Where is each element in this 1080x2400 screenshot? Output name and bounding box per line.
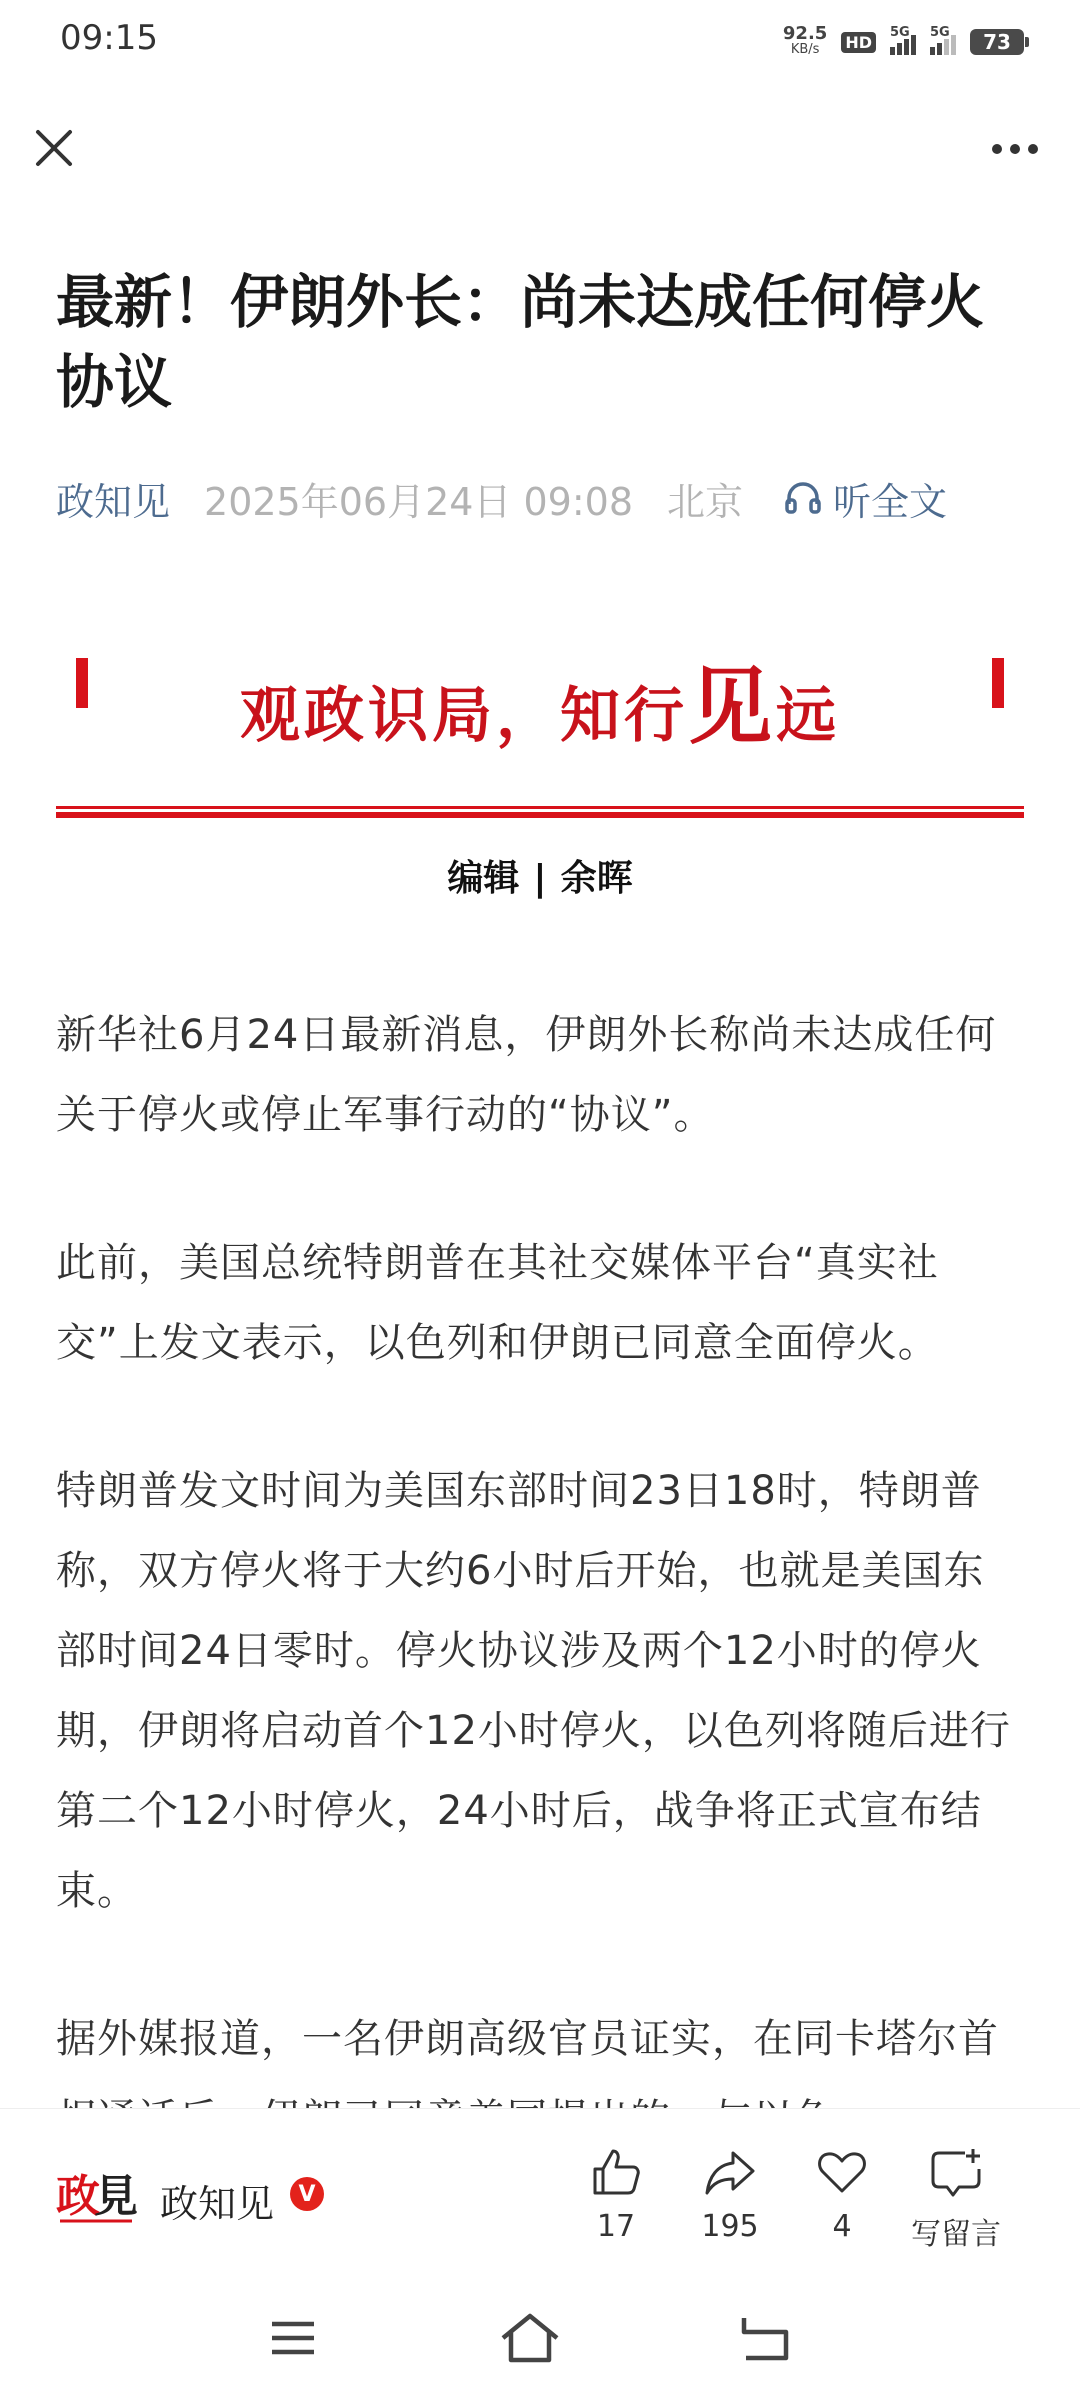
favorite-count: 4 xyxy=(832,2209,852,2244)
slogan-banner xyxy=(56,610,1024,760)
logo-text-a: 政 xyxy=(56,2171,100,2222)
system-nav-bar xyxy=(0,2278,1080,2400)
listen-label: 听全文 xyxy=(833,479,948,524)
logo-text-b: 見 xyxy=(94,2171,138,2222)
account-logo[interactable] xyxy=(56,2163,136,2227)
article-paragraph: 特朗普发文时间为美国东部时间23日18时，特朗普称，双方停火将于大约6小时后开始，也就是美国东部时间24日零时。停火协议涉及两个12小时的停火期，伊朗将启动首个12小时停火，以色列将随后进行第二个12小时停火，24小时后，战争将正式宣布结束。 xyxy=(56,1468,1011,1914)
article-paragraph: 此前，美国总统特朗普在其社交媒体平台“真实社交”上发文表示，以色列和伊朗已同意全面停火。 xyxy=(56,1240,939,1366)
banner-divider xyxy=(56,806,1024,818)
article-meta xyxy=(56,470,1036,526)
close-button[interactable] xyxy=(26,120,82,176)
battery-level: 73 xyxy=(983,30,1011,54)
article-body xyxy=(56,995,1024,2100)
recent-apps-button[interactable] xyxy=(258,2308,328,2368)
signal-icon-sim1 xyxy=(890,25,916,55)
publish-location: 北京 xyxy=(667,479,744,524)
heart-icon xyxy=(815,2145,869,2199)
bottom-action-bar xyxy=(0,2108,1080,2279)
article-paragraph: 新华社6月24日最新消息，伊朗外长称尚未达成任何关于停火或停止军事行动的“协议”。 xyxy=(56,1012,997,1138)
thumbs-up-icon xyxy=(589,2145,643,2199)
article-title: 最新！伊朗外长：尚未达成任何停火协议 xyxy=(56,268,985,416)
back-button[interactable] xyxy=(730,2308,800,2368)
slogan-part-a: 观政识局，知行 xyxy=(239,681,688,751)
editor-label: 编辑 xyxy=(447,858,520,899)
sim1-label: 5G xyxy=(890,25,910,40)
editor-separator: | xyxy=(533,858,547,899)
listen-button[interactable] xyxy=(783,471,947,526)
like-button[interactable] xyxy=(566,2145,666,2244)
hd-icon: HD xyxy=(841,32,876,53)
slogan-highlight: 见 xyxy=(687,657,776,756)
publish-date: 2025年06月24日 09:08 xyxy=(204,479,634,524)
share-count: 195 xyxy=(701,2209,759,2244)
share-button[interactable] xyxy=(680,2145,780,2244)
share-icon xyxy=(703,2145,757,2199)
menu-icon xyxy=(258,2308,328,2368)
sim2-label: 5G xyxy=(930,25,950,40)
account-name[interactable]: 政知见 xyxy=(160,2182,275,2226)
network-speed xyxy=(782,23,828,58)
network-speed-unit: KB/s xyxy=(790,42,820,57)
author-link[interactable]: 政知见 xyxy=(56,479,171,524)
like-count: 17 xyxy=(596,2209,636,2244)
status-icons xyxy=(783,22,1024,62)
network-speed-value: 92.5 xyxy=(782,23,828,44)
verified-badge-icon: V xyxy=(290,2177,324,2211)
status-bar xyxy=(0,0,1080,80)
back-icon xyxy=(730,2308,800,2368)
banner-right-bar xyxy=(992,658,1004,708)
slogan-part-b: 远 xyxy=(776,681,840,751)
home-button[interactable] xyxy=(495,2308,565,2368)
top-bar xyxy=(0,100,1080,200)
headphones-icon xyxy=(783,478,823,518)
editor-name: 余晖 xyxy=(560,858,633,899)
favorite-button[interactable] xyxy=(792,2145,892,2244)
comment-label: 写留言 xyxy=(911,2217,1001,2252)
article-paragraph: 据外媒报道，一名伊朗高级官员证实，在同卡塔尔首 xyxy=(56,2016,999,2062)
signal-icon-sim2 xyxy=(930,25,956,55)
banner-slogan xyxy=(56,640,1024,761)
close-icon xyxy=(26,120,82,176)
battery-icon xyxy=(970,29,1024,55)
comment-add-icon xyxy=(929,2145,983,2199)
home-icon xyxy=(495,2308,565,2368)
comment-button[interactable] xyxy=(906,2145,1006,2253)
status-time: 09:15 xyxy=(60,18,158,58)
editor-credit xyxy=(0,850,1080,901)
more-button[interactable] xyxy=(980,124,1050,174)
more-icon xyxy=(980,124,1050,174)
